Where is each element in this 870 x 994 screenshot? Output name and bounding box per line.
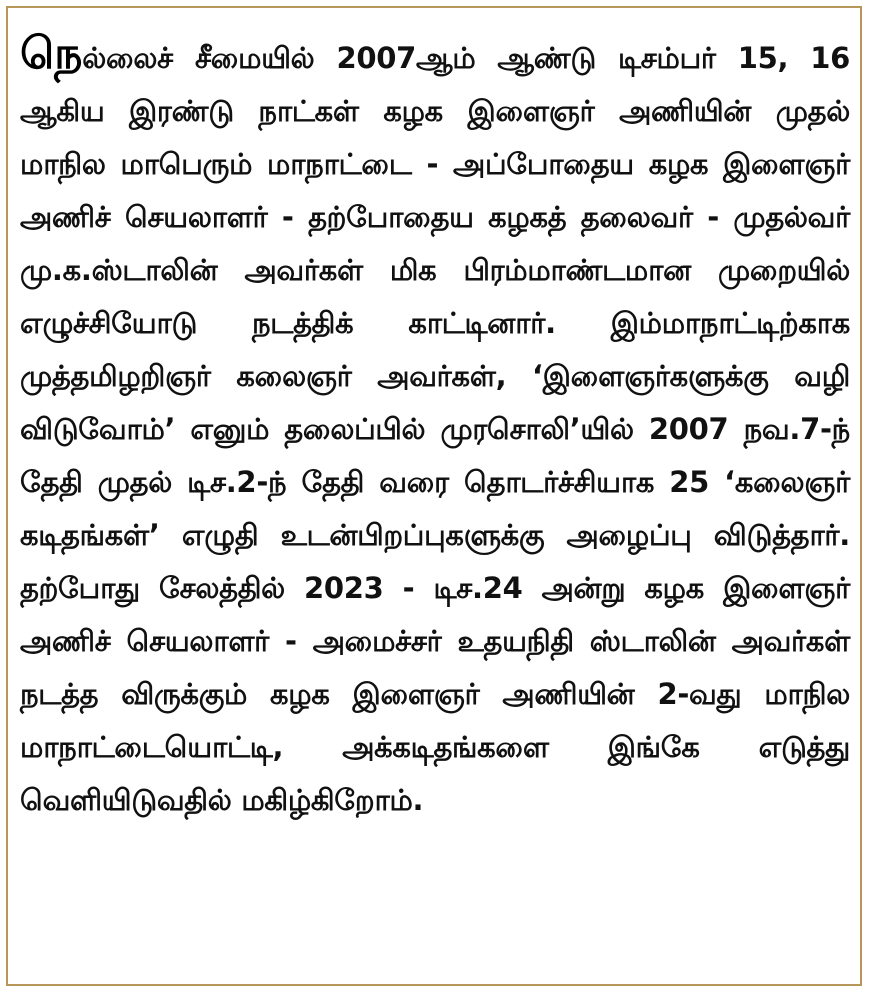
- article-body-text: ல்லைச் சீமையில் 2007ஆம் ஆண்டு டிசம்பர் 15, 16 ஆகிய இரண்டு நாட்கள் கழக இளைஞர் அணியின் முதல் மாநில மாபெரும் மாநாட்டை - அப்போதைய கழக இளைஞர் அணிச் செயலாளர் - தற்போதைய கழகத் தலைவர் - முதல்வர் மு.க.ஸ்டாலின் அவர்கள் மிக பிரம்மாண்டமான முறையில் எழுச்சியோடு நடத்திக் காட்டினார். இம்மாநாட்டிற்காக முத்தமிழறிஞர் கலைஞர் அவர்கள், ‘இளைஞர்களுக்கு வழி விடுவோம்’ எனும் தலைப்பில் முரசொலி’யில் 2007 நவ.7-ந் தேதி முதல் டிச.2-ந் தேதி வரை தொடர்ச்சியாக 25 ‘கலைஞர் கடிதங்கள்’ எழுதி உடன்பிறப்புகளுக்கு அழைப்பு விடுத்தார். தற்போது சேலத்தில் 2023 - டிச.24 அன்று கழக இளைஞர் அணிச் செயலாளர் - அமைச்சர் உதயநிதி ஸ்டாலின் அவர்கள் நடத்த விருக்கும் கழக இளைஞர் அணியின் 2-வது மாநில மாநாட்டையொட்டி, அக்கடிதங்களை இங்கே எடுத்து வெளியிடுவதில் மகிழ்கிறோம்.: [20, 41, 850, 817]
- article-box: [6, 6, 862, 986]
- drop-cap: நெ: [20, 28, 83, 79]
- article-paragraph: [20, 28, 850, 827]
